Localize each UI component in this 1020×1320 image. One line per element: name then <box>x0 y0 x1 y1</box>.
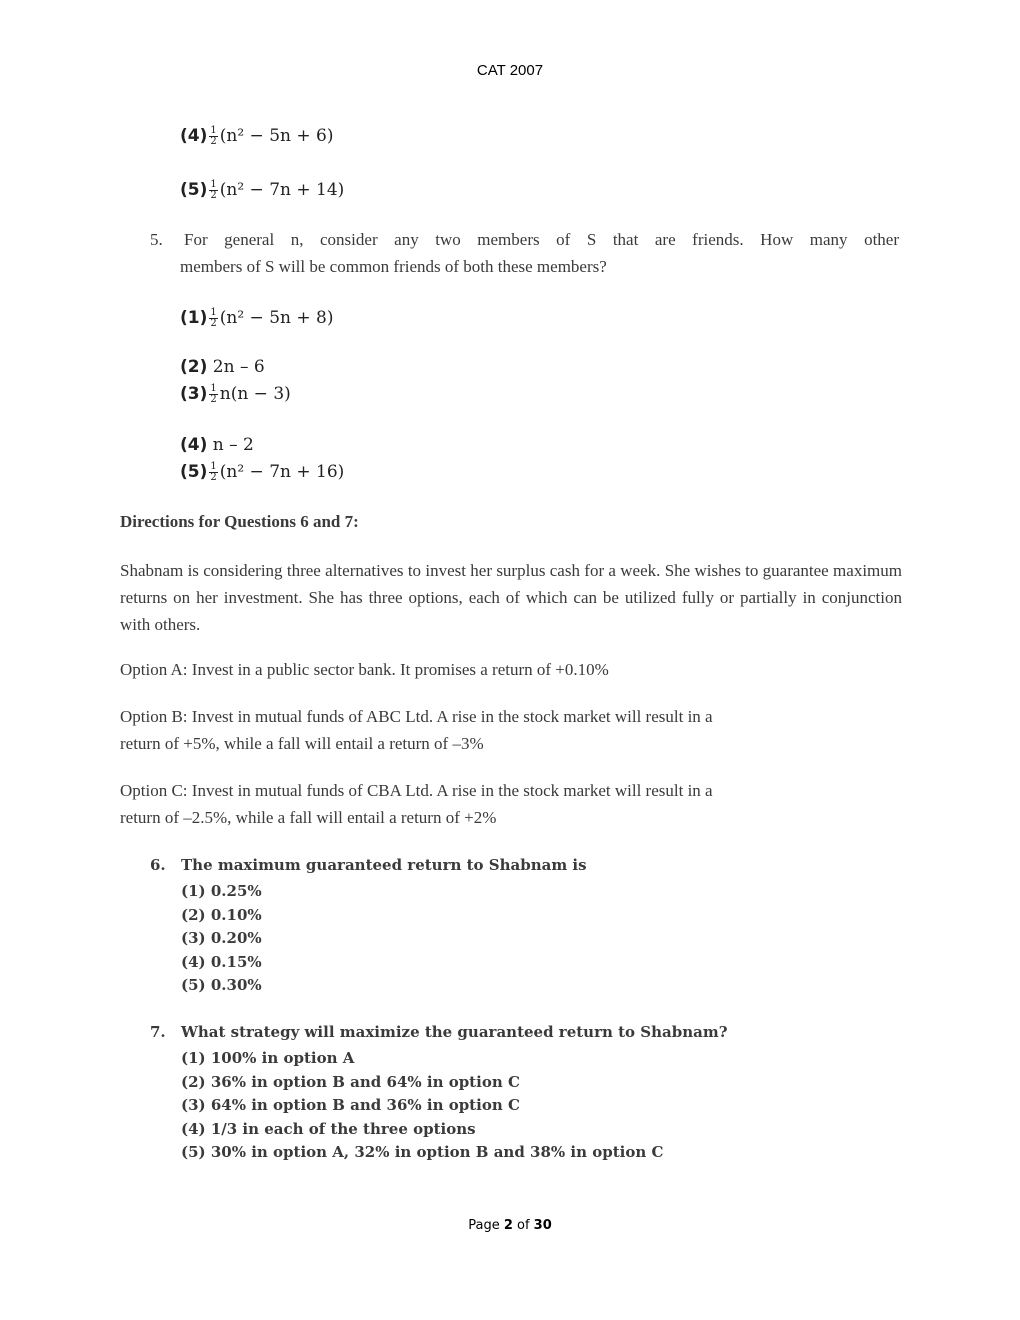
question-6-number: 6. <box>150 856 166 874</box>
question-7-number: 7. <box>150 1023 166 1041</box>
total-pages: 30 <box>533 1218 552 1233</box>
q7-option-1: (1) 100% in option A <box>181 1049 355 1067</box>
fraction: $\frac{1}{2}$ <box>210 461 217 483</box>
option-expression: n(n − 3) <box>219 384 291 404</box>
option-c-description-line1: Option C: Invest in mutual funds of CBA Ltd. A rise in the stock market will result in a <box>120 781 713 800</box>
q5-option-4 <box>180 435 254 455</box>
option-label: (2) <box>180 357 208 377</box>
option-label: (1) <box>180 308 208 328</box>
q6-option-2: (2) 0.10% <box>181 905 262 924</box>
directions-heading: Directions for Questions 6 and 7: <box>120 512 359 531</box>
footer-prefix: Page <box>468 1218 504 1233</box>
question-5-text-line2: members of S will be common friends of both these members? <box>180 257 607 276</box>
option-b-description-line1: Option B: Invest in mutual funds of ABC Ltd. A rise in the stock market will result in a <box>120 707 713 726</box>
q6-option-1: (1) 0.25% <box>181 882 262 900</box>
question-5-number: 5. <box>150 230 163 249</box>
q7-option-2: (2) 36% in option B and 64% in option C <box>181 1072 520 1091</box>
q6-option-5: (5) 0.30% <box>181 976 262 994</box>
option-label: (4) <box>180 435 208 455</box>
q7-option-5: (5) 30% in option A, 32% in option B and 38% in option C <box>181 1143 664 1161</box>
page-header-title: CAT 2007 <box>476 62 544 79</box>
q5-option-2 <box>180 357 265 377</box>
question-5-text-line1: For general n, consider any two members of S that are friends. How many other <box>184 230 899 249</box>
fraction: $\frac{1}{2}$ <box>210 125 217 147</box>
option-label: (3) <box>180 384 208 404</box>
prev-option-5 <box>180 180 344 201</box>
option-expression: (n² − 5n + 6) <box>219 126 334 146</box>
fraction: $\frac{1}{2}$ <box>210 179 217 201</box>
question-7-text: What strategy will maximize the guaranteed return to Shabnam? <box>181 1023 728 1041</box>
option-b-description-line2: return of +5%, while a fall will entail a return of –3% <box>120 734 484 753</box>
fraction: $\frac{1}{2}$ <box>210 307 217 329</box>
option-expression: (n² − 7n + 14) <box>219 180 345 200</box>
question-7-options <box>181 1047 663 1165</box>
option-expression: (n² − 5n + 8) <box>219 308 334 328</box>
option-c-description-line2: return of –2.5%, while a fall will entail a return of +2% <box>120 808 497 827</box>
q7-option-3: (3) 64% in option B and 36% in option C <box>181 1096 520 1114</box>
option-label: (5) <box>180 180 208 200</box>
option-expression: (n² − 7n + 16) <box>219 462 345 482</box>
option-expression: n – 2 <box>212 435 254 455</box>
option-label: (4) <box>180 126 208 146</box>
option-expression: 2n – 6 <box>212 357 265 377</box>
q6-option-3: (3) 0.20% <box>181 929 262 947</box>
q7-option-4: (4) 1/3 in each of the three options <box>181 1119 476 1138</box>
footer-of: of <box>512 1218 534 1233</box>
question-6-options <box>181 880 262 998</box>
prev-option-4 <box>180 126 333 147</box>
fraction: $\frac{1}{2}$ <box>210 383 217 405</box>
page-footer <box>0 1218 1020 1233</box>
q5-option-3 <box>180 384 291 405</box>
option-a-description: Option A: Invest in a public sector bank. It promises a return of +0.10% <box>120 660 609 679</box>
directions-intro: Shabnam is considering three alternatives to invest her surplus cash for a week. She wishes to guarantee maximum returns on her investment. She has three options, each of which can be utilized fully or partially in conjunction with others. <box>120 561 902 634</box>
question-6-text: The maximum guaranteed return to Shabnam is <box>181 856 587 874</box>
q6-option-4: (4) 0.15% <box>181 952 262 971</box>
option-label: (5) <box>180 462 208 482</box>
q5-option-5 <box>180 462 344 483</box>
q5-option-1 <box>180 308 333 329</box>
current-page-number: 2 <box>503 1218 513 1233</box>
